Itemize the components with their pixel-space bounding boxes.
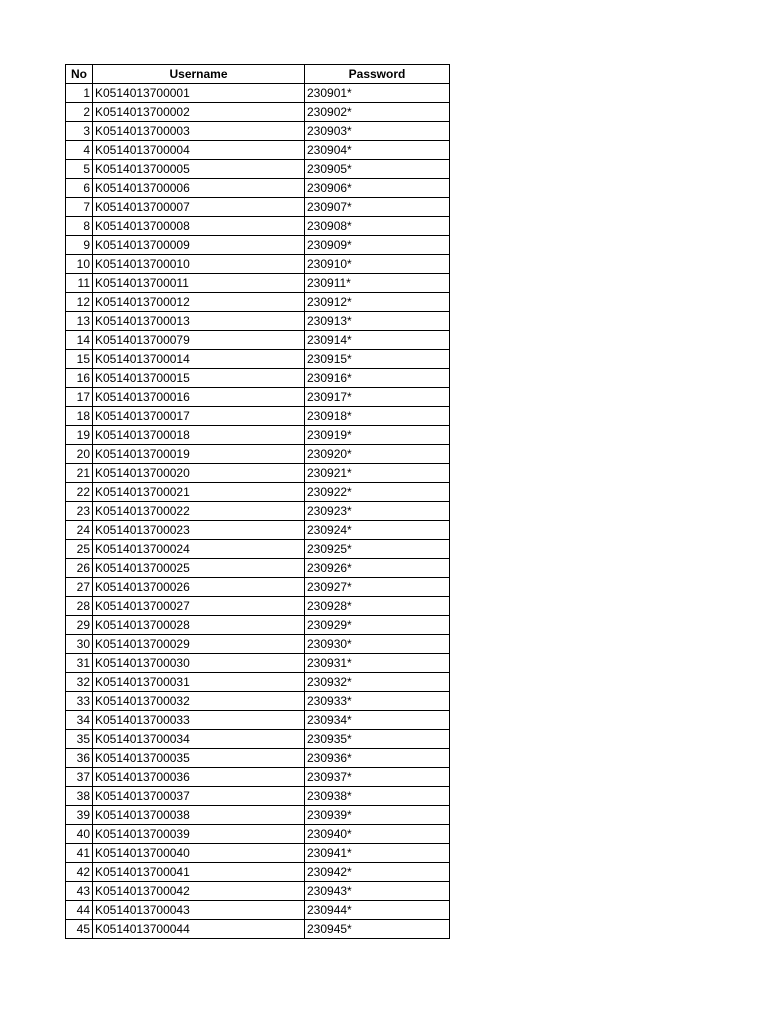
username-cell: K0514013700003 [93, 122, 305, 141]
table-row [66, 711, 450, 730]
row-number: 29 [66, 616, 93, 635]
row-number: 39 [66, 806, 93, 825]
password-cell: 230943* [305, 882, 450, 901]
username-cell: K0514013700006 [93, 179, 305, 198]
password-cell: 230914* [305, 331, 450, 350]
row-number: 3 [66, 122, 93, 141]
password-cell: 230909* [305, 236, 450, 255]
table-row [66, 692, 450, 711]
row-number: 19 [66, 426, 93, 445]
username-cell: K0514013700042 [93, 882, 305, 901]
username-cell: K0514013700030 [93, 654, 305, 673]
username-cell: K0514013700044 [93, 920, 305, 939]
row-number: 7 [66, 198, 93, 217]
table-row [66, 654, 450, 673]
row-number: 28 [66, 597, 93, 616]
table-row [66, 483, 450, 502]
password-cell: 230903* [305, 122, 450, 141]
password-cell: 230940* [305, 825, 450, 844]
password-cell: 230911* [305, 274, 450, 293]
username-cell: K0514013700040 [93, 844, 305, 863]
table-row [66, 312, 450, 331]
username-cell: K0514013700032 [93, 692, 305, 711]
table-row [66, 616, 450, 635]
row-number: 1 [66, 84, 93, 103]
username-cell: K0514013700014 [93, 350, 305, 369]
username-cell: K0514013700028 [93, 616, 305, 635]
table-row [66, 673, 450, 692]
row-number: 37 [66, 768, 93, 787]
username-cell: K0514013700015 [93, 369, 305, 388]
row-number: 20 [66, 445, 93, 464]
password-cell: 230904* [305, 141, 450, 160]
table-row [66, 160, 450, 179]
table-row [66, 369, 450, 388]
username-cell: K0514013700035 [93, 749, 305, 768]
password-cell: 230936* [305, 749, 450, 768]
password-cell: 230935* [305, 730, 450, 749]
table-row [66, 635, 450, 654]
username-cell: K0514013700009 [93, 236, 305, 255]
row-number: 6 [66, 179, 93, 198]
username-cell: K0514013700023 [93, 521, 305, 540]
row-number: 16 [66, 369, 93, 388]
table-row [66, 578, 450, 597]
password-cell: 230908* [305, 217, 450, 236]
username-cell: K0514013700025 [93, 559, 305, 578]
row-number: 44 [66, 901, 93, 920]
table-row [66, 426, 450, 445]
table-row [66, 122, 450, 141]
username-cell: K0514013700026 [93, 578, 305, 597]
table-row [66, 350, 450, 369]
row-number: 38 [66, 787, 93, 806]
row-number: 34 [66, 711, 93, 730]
table-row [66, 749, 450, 768]
row-number: 17 [66, 388, 93, 407]
row-number: 4 [66, 141, 93, 160]
table-row [66, 844, 450, 863]
row-number: 2 [66, 103, 93, 122]
row-number: 33 [66, 692, 93, 711]
table-row [66, 825, 450, 844]
row-number: 43 [66, 882, 93, 901]
username-cell: K0514013700013 [93, 312, 305, 331]
username-cell: K0514013700018 [93, 426, 305, 445]
username-cell: K0514013700021 [93, 483, 305, 502]
table-row [66, 521, 450, 540]
row-number: 45 [66, 920, 93, 939]
username-cell: K0514013700019 [93, 445, 305, 464]
row-number: 32 [66, 673, 93, 692]
password-cell: 230912* [305, 293, 450, 312]
username-cell: K0514013700004 [93, 141, 305, 160]
row-number: 22 [66, 483, 93, 502]
username-cell: K0514013700039 [93, 825, 305, 844]
table-row [66, 84, 450, 103]
header-row [66, 65, 450, 84]
row-number: 18 [66, 407, 93, 426]
row-number: 11 [66, 274, 93, 293]
username-cell: K0514013700034 [93, 730, 305, 749]
row-number: 27 [66, 578, 93, 597]
row-number: 41 [66, 844, 93, 863]
table-row [66, 901, 450, 920]
header-username: Username [93, 65, 305, 84]
row-number: 13 [66, 312, 93, 331]
row-number: 30 [66, 635, 93, 654]
username-cell: K0514013700020 [93, 464, 305, 483]
username-cell: K0514013700007 [93, 198, 305, 217]
username-cell: K0514013700043 [93, 901, 305, 920]
row-number: 21 [66, 464, 93, 483]
password-cell: 230926* [305, 559, 450, 578]
row-number: 42 [66, 863, 93, 882]
password-cell: 230927* [305, 578, 450, 597]
table-row [66, 293, 450, 312]
table-row [66, 274, 450, 293]
table-row [66, 141, 450, 160]
password-cell: 230941* [305, 844, 450, 863]
header-no: No [66, 65, 93, 84]
username-cell: K0514013700024 [93, 540, 305, 559]
password-cell: 230933* [305, 692, 450, 711]
table-row [66, 730, 450, 749]
table-row [66, 502, 450, 521]
password-cell: 230932* [305, 673, 450, 692]
username-cell: K0514013700033 [93, 711, 305, 730]
password-cell: 230920* [305, 445, 450, 464]
row-number: 10 [66, 255, 93, 274]
table-body [66, 84, 450, 939]
row-number: 15 [66, 350, 93, 369]
username-cell: K0514013700038 [93, 806, 305, 825]
table-row [66, 806, 450, 825]
row-number: 40 [66, 825, 93, 844]
table-row [66, 236, 450, 255]
password-cell: 230925* [305, 540, 450, 559]
password-cell: 230921* [305, 464, 450, 483]
table-row [66, 331, 450, 350]
username-cell: K0514013700010 [93, 255, 305, 274]
username-cell: K0514013700029 [93, 635, 305, 654]
table-row [66, 255, 450, 274]
table-header [66, 65, 450, 84]
credentials-table [65, 64, 450, 939]
table-row [66, 597, 450, 616]
table-row [66, 388, 450, 407]
password-cell: 230919* [305, 426, 450, 445]
password-cell: 230924* [305, 521, 450, 540]
password-cell: 230905* [305, 160, 450, 179]
username-cell: K0514013700041 [93, 863, 305, 882]
password-cell: 230944* [305, 901, 450, 920]
password-cell: 230910* [305, 255, 450, 274]
username-cell: K0514013700027 [93, 597, 305, 616]
username-cell: K0514013700017 [93, 407, 305, 426]
table-row [66, 464, 450, 483]
username-cell: K0514013700005 [93, 160, 305, 179]
username-cell: K0514013700011 [93, 274, 305, 293]
username-cell: K0514013700031 [93, 673, 305, 692]
password-cell: 230922* [305, 483, 450, 502]
password-cell: 230918* [305, 407, 450, 426]
password-cell: 230916* [305, 369, 450, 388]
username-cell: K0514013700012 [93, 293, 305, 312]
row-number: 26 [66, 559, 93, 578]
table-row [66, 198, 450, 217]
row-number: 25 [66, 540, 93, 559]
password-cell: 230902* [305, 103, 450, 122]
table-row [66, 103, 450, 122]
username-cell: K0514013700037 [93, 787, 305, 806]
username-cell: K0514013700008 [93, 217, 305, 236]
table-row [66, 920, 450, 939]
row-number: 14 [66, 331, 93, 350]
table-row [66, 882, 450, 901]
password-cell: 230929* [305, 616, 450, 635]
username-cell: K0514013700002 [93, 103, 305, 122]
row-number: 35 [66, 730, 93, 749]
username-cell: K0514013700022 [93, 502, 305, 521]
password-cell: 230915* [305, 350, 450, 369]
password-cell: 230907* [305, 198, 450, 217]
password-cell: 230928* [305, 597, 450, 616]
header-password: Password [305, 65, 450, 84]
username-cell: K0514013700001 [93, 84, 305, 103]
password-cell: 230913* [305, 312, 450, 331]
table-row [66, 445, 450, 464]
table-row [66, 787, 450, 806]
password-cell: 230938* [305, 787, 450, 806]
table-row [66, 768, 450, 787]
table-row [66, 540, 450, 559]
row-number: 9 [66, 236, 93, 255]
row-number: 5 [66, 160, 93, 179]
password-cell: 230942* [305, 863, 450, 882]
password-cell: 230931* [305, 654, 450, 673]
password-cell: 230930* [305, 635, 450, 654]
password-cell: 230901* [305, 84, 450, 103]
row-number: 23 [66, 502, 93, 521]
password-cell: 230939* [305, 806, 450, 825]
row-number: 31 [66, 654, 93, 673]
table-row [66, 407, 450, 426]
username-cell: K0514013700016 [93, 388, 305, 407]
password-cell: 230906* [305, 179, 450, 198]
password-cell: 230945* [305, 920, 450, 939]
row-number: 8 [66, 217, 93, 236]
username-cell: K0514013700036 [93, 768, 305, 787]
table-row [66, 217, 450, 236]
row-number: 24 [66, 521, 93, 540]
row-number: 36 [66, 749, 93, 768]
table-row [66, 863, 450, 882]
password-cell: 230923* [305, 502, 450, 521]
username-cell: K0514013700079 [93, 331, 305, 350]
password-cell: 230937* [305, 768, 450, 787]
password-cell: 230934* [305, 711, 450, 730]
table-row [66, 559, 450, 578]
table-row [66, 179, 450, 198]
password-cell: 230917* [305, 388, 450, 407]
row-number: 12 [66, 293, 93, 312]
